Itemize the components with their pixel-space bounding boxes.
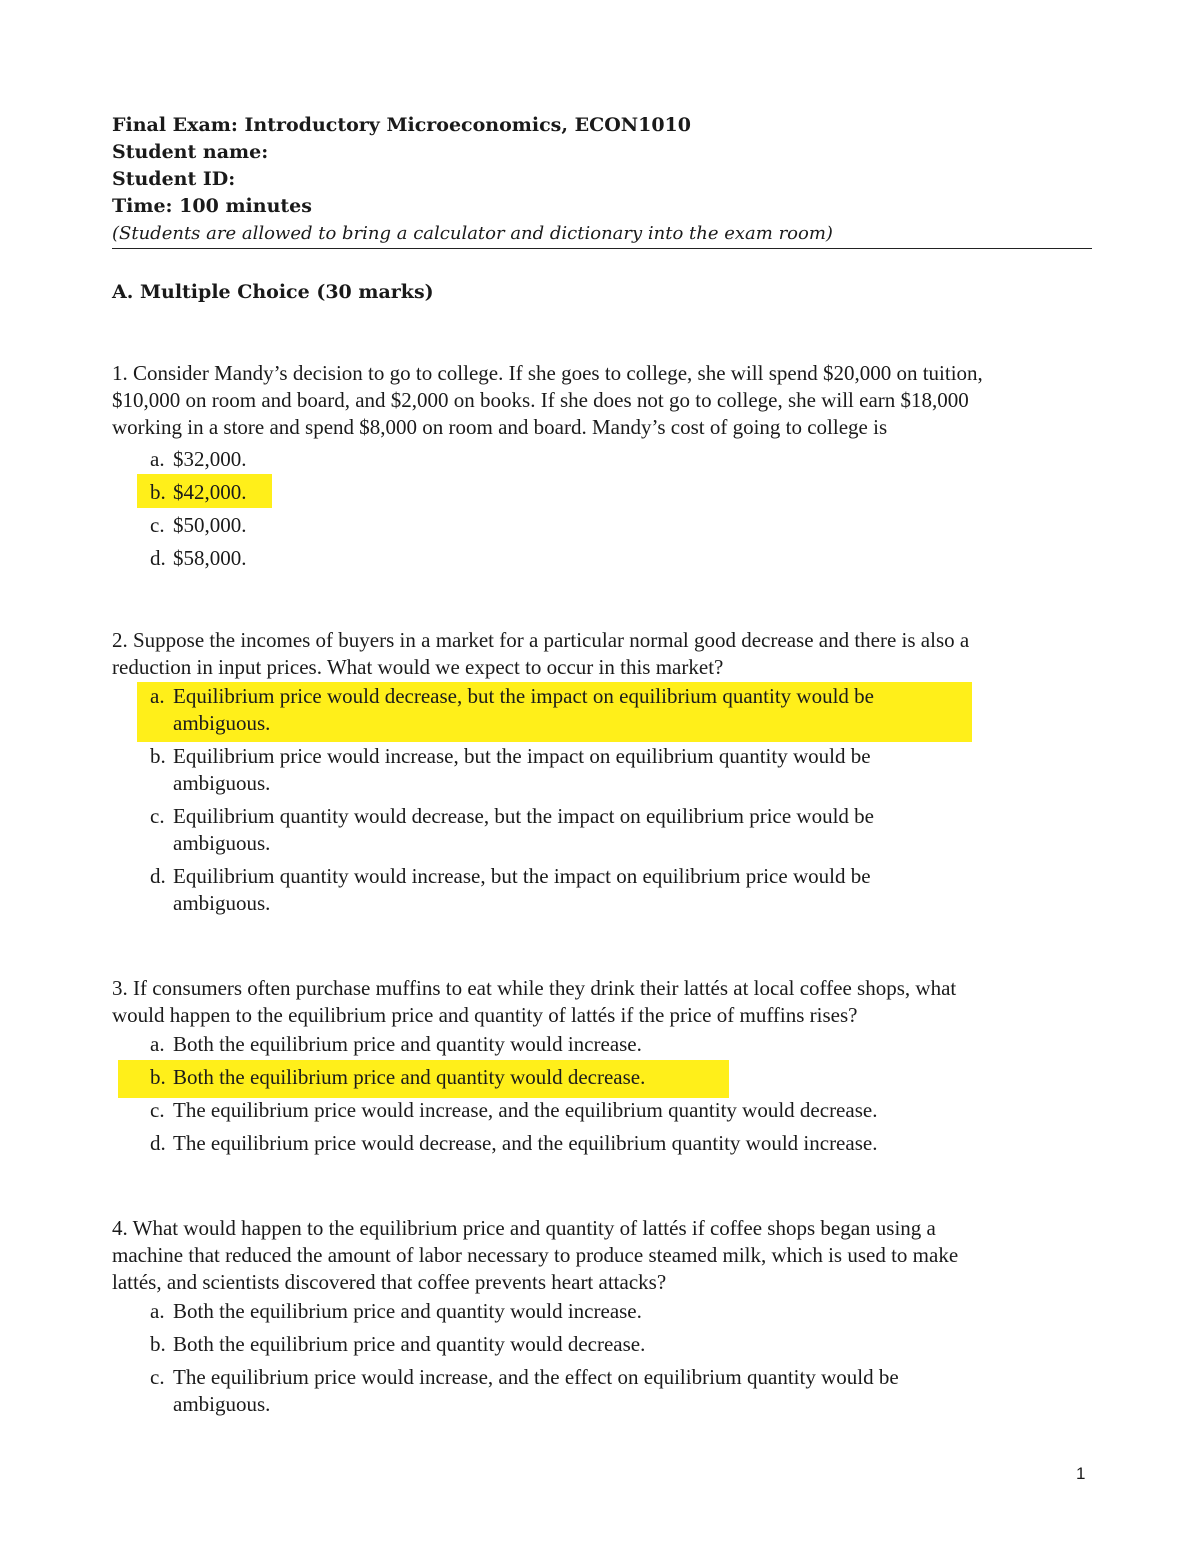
option-letter: b. bbox=[150, 1065, 166, 1089]
option-letter: c. bbox=[150, 1098, 165, 1122]
option-text: Equilibrium price would decrease, but the impact on equilibrium quantity would be bbox=[173, 684, 874, 708]
exam-note: (Students are allowed to bring a calculator and dictionary into the exam room) bbox=[112, 223, 833, 244]
stem-line: would happen to the equilibrium price and quantity of lattés if the price of muffins rises? bbox=[112, 1003, 858, 1027]
exam-time: Time: 100 minutes bbox=[112, 195, 312, 217]
question-2 bbox=[112, 627, 1092, 923]
option-letter: b. bbox=[150, 480, 166, 504]
student-name-label: Student name: bbox=[112, 141, 269, 163]
option-letter: b. bbox=[150, 1332, 166, 1356]
section-title: A. Multiple Choice (30 marks) bbox=[112, 281, 434, 303]
option-letter: a. bbox=[150, 447, 165, 471]
option-a bbox=[150, 446, 1092, 479]
option-text: ambiguous. bbox=[173, 771, 271, 795]
option-text: ambiguous. bbox=[173, 831, 271, 855]
option-text: The equilibrium price would increase, and the equilibrium quantity would decrease. bbox=[173, 1098, 878, 1122]
option-text: The equilibrium price would decrease, and the equilibrium quantity would increase. bbox=[173, 1131, 878, 1155]
option-text: Equilibrium quantity would increase, but the impact on equilibrium price would be bbox=[173, 864, 871, 888]
option-text: Both the equilibrium price and quantity would increase. bbox=[173, 1032, 642, 1056]
option-a bbox=[150, 1298, 1092, 1331]
options-list bbox=[150, 683, 1092, 923]
option-letter: d. bbox=[150, 546, 166, 570]
options-list bbox=[150, 446, 1092, 578]
stem-line: reduction in input prices. What would we expect to occur in this market? bbox=[112, 655, 724, 679]
option-c bbox=[150, 512, 1092, 545]
stem-line: working in a store and spend $8,000 on room and board. Mandy’s cost of going to college is bbox=[112, 415, 888, 439]
question-stem bbox=[112, 627, 1092, 681]
option-text: ambiguous. bbox=[173, 711, 271, 735]
option-letter: d. bbox=[150, 864, 166, 888]
page-number: 1 bbox=[1076, 1464, 1086, 1483]
header-divider bbox=[112, 248, 1092, 249]
option-letter: c. bbox=[150, 513, 165, 537]
question-1 bbox=[112, 360, 1092, 578]
option-text: ambiguous. bbox=[173, 1392, 271, 1416]
stem-line: lattés, and scientists discovered that coffee prevents heart attacks? bbox=[112, 1270, 667, 1294]
option-text: $42,000. bbox=[173, 480, 247, 504]
option-text: $58,000. bbox=[173, 546, 247, 570]
option-text: Both the equilibrium price and quantity would decrease. bbox=[173, 1332, 646, 1356]
option-text: The equilibrium price would increase, and the effect on equilibrium quantity would be bbox=[173, 1365, 899, 1389]
stem-line: 1. Consider Mandy’s decision to go to college. If she goes to college, she will spend $20,000 on tuition, bbox=[112, 361, 983, 385]
stem-line: 2. Suppose the incomes of buyers in a market for a particular normal good decrease and there is also a bbox=[112, 628, 970, 652]
option-text: Both the equilibrium price and quantity would decrease. bbox=[173, 1065, 646, 1089]
option-letter: b. bbox=[150, 744, 166, 768]
option-letter: c. bbox=[150, 804, 165, 828]
stem-line: 4. What would happen to the equilibrium price and quantity of lattés if coffee shops began using a bbox=[112, 1216, 936, 1240]
option-letter: a. bbox=[150, 684, 165, 708]
option-d bbox=[150, 863, 1092, 923]
question-4 bbox=[112, 1215, 1092, 1424]
option-d bbox=[150, 545, 1092, 578]
options-list bbox=[150, 1298, 1092, 1424]
stem-line: $10,000 on room and board, and $2,000 on books. If she does not go to college, she will earn $18,000 bbox=[112, 388, 969, 412]
option-letter: a. bbox=[150, 1299, 165, 1323]
stem-line: 3. If consumers often purchase muffins to eat while they drink their lattés at local coffee shops, what bbox=[112, 976, 957, 1000]
stem-line: machine that reduced the amount of labor necessary to produce steamed milk, which is used to make bbox=[112, 1243, 959, 1267]
option-a bbox=[150, 1031, 1092, 1064]
student-id-label: Student ID: bbox=[112, 168, 236, 190]
option-text: ambiguous. bbox=[173, 891, 271, 915]
question-stem bbox=[112, 1215, 1092, 1296]
option-b bbox=[150, 1064, 1092, 1097]
option-letter: c. bbox=[150, 1365, 165, 1389]
question-stem bbox=[112, 975, 1092, 1029]
question-3 bbox=[112, 975, 1092, 1163]
question-stem bbox=[112, 360, 1092, 441]
option-text: Equilibrium quantity would decrease, but the impact on equilibrium price would be bbox=[173, 804, 874, 828]
option-text: Equilibrium price would increase, but the impact on equilibrium quantity would be bbox=[173, 744, 871, 768]
exam-header bbox=[112, 112, 1092, 247]
option-b bbox=[150, 1331, 1092, 1364]
options-list bbox=[150, 1031, 1092, 1163]
option-text: $50,000. bbox=[173, 513, 247, 537]
option-text: Both the equilibrium price and quantity would increase. bbox=[173, 1299, 642, 1323]
option-c bbox=[150, 803, 1092, 863]
option-d bbox=[150, 1130, 1092, 1163]
option-b bbox=[150, 743, 1092, 803]
option-letter: a. bbox=[150, 1032, 165, 1056]
exam-title: Final Exam: Introductory Microeconomics, ECON1010 bbox=[112, 114, 691, 136]
option-b bbox=[150, 479, 1092, 512]
option-a bbox=[150, 683, 1092, 743]
option-text: $32,000. bbox=[173, 447, 247, 471]
option-letter: d. bbox=[150, 1131, 166, 1155]
option-c bbox=[150, 1097, 1092, 1130]
option-c bbox=[150, 1364, 1092, 1424]
